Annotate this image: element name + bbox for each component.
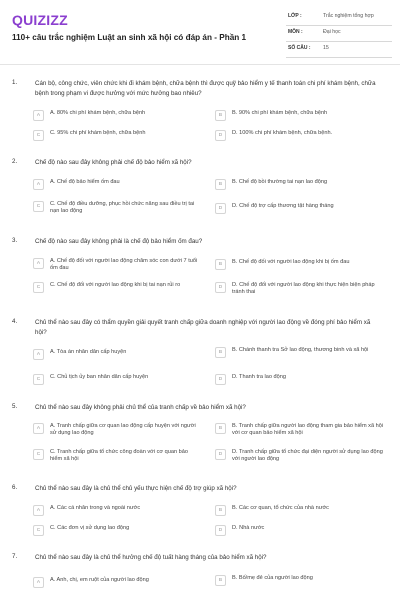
option-text: B. Tranh chấp giữa người lao động tham gia bảo hiểm xã hội với cơ quan bảo hiểm xã hội — [232, 423, 384, 437]
option-badge: B — [215, 423, 226, 434]
option-badge: D — [215, 525, 226, 536]
option-badge: D — [215, 282, 226, 293]
option-d[interactable] — [215, 279, 385, 297]
option-c[interactable] — [33, 279, 199, 297]
option-badge: A — [33, 577, 44, 588]
option-badge: B — [215, 259, 226, 270]
option-a[interactable] — [33, 502, 199, 520]
option-c[interactable] — [33, 371, 199, 389]
option-badge: B — [215, 179, 226, 190]
option-badge: D — [215, 203, 226, 214]
option-a[interactable] — [33, 176, 199, 194]
option-text: A. Anh, chị, em ruột của người lao động — [50, 577, 149, 583]
meta-value: Đại học — [323, 29, 341, 35]
header-divider — [0, 64, 400, 65]
option-text: A. Các cá nhân trong và ngoài nước — [50, 505, 141, 511]
option-c[interactable] — [33, 446, 199, 464]
option-c[interactable] — [33, 198, 199, 216]
question-text: Chủ thể nào sau đây có thẩm quyền giải quyết tranh chấp giữa doanh nghiệp với người lao động về đóng phí bảo hiểm xã hội? — [35, 319, 371, 336]
question-text: Cán bộ, công chức, viên chức khi đi khám bệnh, chữa bệnh thì được quỹ bảo hiểm y tế thanh toán chi phí khám bệnh, chữa bệnh trong phạm vi được hưởng với mức hưởng bao nhiêu? — [35, 80, 376, 97]
option-badge: A — [33, 110, 44, 121]
option-badge: B — [215, 347, 226, 358]
option-text: B. Chế độ bồi thường tai nạn lao động — [232, 179, 328, 185]
option-b[interactable] — [215, 176, 385, 194]
question-number: 7. — [12, 553, 18, 560]
option-badge: C — [33, 201, 44, 212]
option-a[interactable] — [33, 574, 199, 592]
meta-row-class — [286, 10, 392, 26]
option-text: D. Nhà nước — [232, 525, 265, 531]
option-badge: C — [33, 525, 44, 536]
option-a[interactable] — [33, 255, 199, 273]
option-badge: C — [33, 374, 44, 385]
option-text: A. Tòa án nhân dân cấp huyện — [50, 349, 127, 355]
option-text: C. Chế độ đối với người lao động khi bị tai nạn rủi ro — [50, 282, 181, 288]
option-d[interactable] — [215, 522, 385, 540]
option-c[interactable] — [33, 522, 199, 540]
option-text: C. Các đơn vị sử dụng lao động — [50, 525, 130, 531]
option-d[interactable] — [215, 127, 385, 145]
option-b[interactable] — [215, 420, 385, 438]
option-text: B. Chế độ đối với người lao động khi bị ốm đau — [232, 259, 350, 265]
option-text: C. 95% chi phí khám bệnh, chữa bệnh — [50, 130, 146, 136]
question-number: 2. — [12, 158, 18, 165]
option-text: A. Chế độ bảo hiểm ốm đau — [50, 179, 120, 185]
option-badge: A — [33, 349, 44, 360]
option-text: A. 80% chi phí khám bệnh, chữa bệnh — [50, 110, 146, 116]
option-b[interactable] — [215, 107, 385, 125]
option-badge: C — [33, 449, 44, 460]
question-text: Chủ thể nào sau đây là chủ thể chủ yếu thực hiện chế độ trợ giúp xã hội? — [35, 485, 237, 492]
meta-label: MÔN : — [288, 29, 303, 35]
question-number: 1. — [12, 79, 18, 86]
option-a[interactable] — [33, 420, 199, 438]
option-b[interactable] — [215, 572, 385, 590]
question-number: 6. — [12, 484, 18, 491]
option-badge: D — [215, 374, 226, 385]
option-text: B. 90% chi phí khám bệnh, chữa bệnh — [232, 110, 328, 116]
option-b[interactable] — [215, 344, 385, 362]
option-badge: C — [33, 130, 44, 141]
question-number: 5. — [12, 403, 18, 410]
question-text: Chế độ nào sau đây không phải chế độ bảo hiểm xã hội? — [35, 159, 192, 166]
option-a[interactable] — [33, 107, 199, 125]
meta-label: SỐ CÂU : — [288, 45, 311, 51]
option-badge: D — [215, 130, 226, 141]
option-text: D. Thanh tra lao động — [232, 374, 287, 380]
worksheet-header — [0, 0, 400, 64]
option-badge: B — [215, 110, 226, 121]
option-text: C. Chủ tịch ủy ban nhân dân cấp huyện — [50, 374, 149, 380]
question-text: Chủ thể nào sau đây là chủ thể hưởng chế độ tuất hàng tháng của bảo hiểm xã hội? — [35, 554, 267, 561]
option-text: D. Chế độ đối với người lao động khi thực hiện biện pháp tránh thai — [232, 282, 375, 296]
option-text: A. Tranh chấp giữa cơ quan lao động cấp huyện với người sử dụng lao động — [50, 423, 196, 437]
meta-row-subject — [286, 26, 392, 42]
quizizz-logo[interactable]: QUIZIZZ — [12, 12, 68, 28]
option-badge: A — [33, 179, 44, 190]
meta-value: 15 — [323, 45, 329, 51]
option-text: D. Chế độ trợ cấp thương tật hàng tháng — [232, 203, 334, 209]
option-text: D. 100% chi phí khám bệnh, chữa bệnh. — [232, 130, 333, 136]
option-text: B. Các cơ quan, tổ chức của nhà nước — [232, 505, 329, 511]
option-b[interactable] — [215, 502, 385, 520]
option-b[interactable] — [215, 256, 385, 274]
question-number: 4. — [12, 318, 18, 325]
meta-value: Trắc nghiệm tổng hợp — [323, 13, 374, 19]
option-text: C. Tranh chấp giữa tổ chức công đoàn với cơ quan bảo hiểm xã hội — [50, 449, 188, 463]
option-d[interactable] — [215, 446, 385, 464]
meta-row-count — [286, 42, 392, 58]
option-badge: C — [33, 282, 44, 293]
option-badge: A — [33, 505, 44, 516]
worksheet-title: 110+ câu trắc nghiệm Luật an sinh xã hội có đáp án - Phần 1 — [12, 33, 247, 42]
question-text: Chủ thể nào sau đây không phải chủ thể của tranh chấp về bảo hiểm xã hội? — [35, 404, 246, 411]
option-text: D. Tranh chấp giữa tổ chức đại diện người sử dụng lao động với người lao động — [232, 449, 383, 463]
option-badge: B — [215, 575, 226, 586]
option-a[interactable] — [33, 346, 199, 364]
option-d[interactable] — [215, 200, 385, 218]
option-badge: A — [33, 423, 44, 434]
question-number: 3. — [12, 237, 18, 244]
option-text: A. Chế độ đối với người lao động chăm sóc con dưới 7 tuổi ốm đau — [50, 258, 198, 272]
option-text: C. Chế độ điều dưỡng, phục hồi chức năng sau điều trị tai nạn lao động — [50, 201, 195, 215]
option-c[interactable] — [33, 127, 199, 145]
option-badge: D — [215, 449, 226, 460]
question-text: Chế độ nào sau đây không phải là chế độ bảo hiểm ốm đau? — [35, 238, 203, 245]
option-badge: A — [33, 258, 44, 269]
meta-label: LỚP : — [288, 13, 302, 19]
option-d[interactable] — [215, 371, 385, 389]
option-text: B. Bố/mẹ đẻ của người lao động — [232, 575, 313, 581]
worksheet-meta — [286, 10, 392, 58]
option-text: B. Chánh thanh tra Sở lao động, thương binh và xã hội — [232, 347, 369, 353]
option-badge: B — [215, 505, 226, 516]
